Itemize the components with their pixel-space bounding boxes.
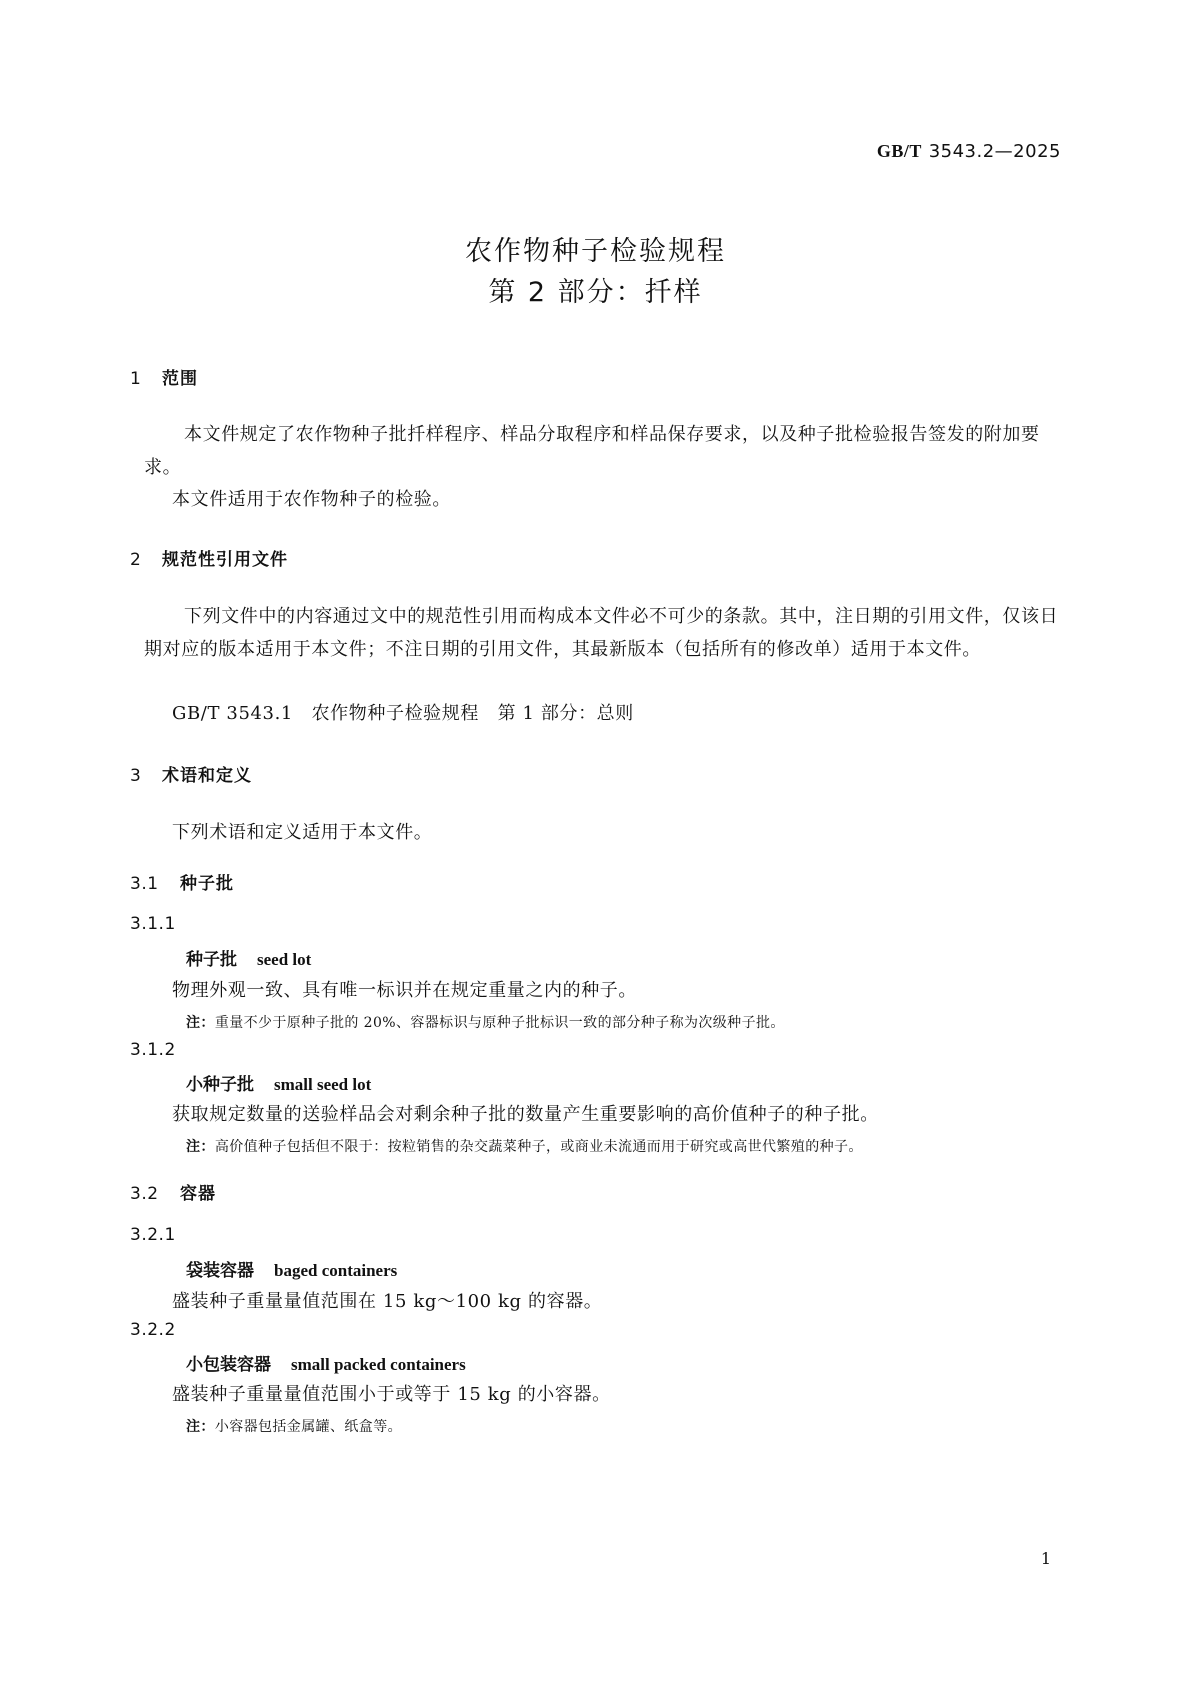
paragraph: 下列术语和定义适用于本文件。: [172, 822, 433, 843]
section-title: 范围: [162, 369, 198, 389]
section-number: 2: [130, 550, 142, 570]
document-title-line2: 第 2 部分：扦样: [488, 277, 703, 308]
term-heading: [186, 945, 311, 970]
standard-number-value: 3543.2—2025: [928, 141, 1061, 162]
section-title: 术语和定义: [162, 766, 252, 786]
term-en: small packed containers: [291, 1355, 466, 1374]
term-definition: 盛装种子重量量值范围小于或等于 15 kg 的小容器。: [172, 1384, 611, 1405]
term-zh: 种子批: [186, 950, 237, 970]
note-label: 注：: [186, 1139, 215, 1155]
term-number: 3.2.2: [130, 1320, 176, 1340]
note-text: 高价值种子包括但不限于：按粒销售的杂交蔬菜种子，或商业未流通而用于研究或高世代繁殖的种子。: [214, 1139, 863, 1155]
note-text: 重量不少于原种子批的 20%、容器标识与原种子批标识一致的部分种子称为次级种子批。: [214, 1015, 785, 1031]
document-title-line1: 农作物种子检验规程: [465, 236, 726, 267]
term-number: 3.2.1: [130, 1225, 176, 1245]
standard-number: [877, 141, 1061, 162]
section-heading-1: [130, 364, 198, 389]
subsection-number: 3.1: [130, 874, 159, 894]
note-text: 小容器包括金属罐、纸盒等。: [214, 1419, 403, 1435]
paragraph-text: 下列文件中的内容通过文中的规范性引用而构成本文件必不可少的条款。其中，注日期的引用文件，仅该日期对应的版本适用于本文件；不注日期的引用文件，其最新版本（包括所有的修改单）适用于本文件。: [144, 606, 1059, 660]
paragraph-text: 本文件规定了农作物种子批扦样程序、样品分取程序和样品保存要求，以及种子批检验报告签发的附加要求。: [144, 424, 1040, 478]
note-label: 注：: [186, 1419, 215, 1435]
term-note: [186, 1136, 863, 1156]
term-note: [186, 1416, 402, 1436]
section-number: 1: [130, 369, 142, 389]
section-heading-2: [130, 545, 288, 570]
subsection-title: 容器: [180, 1184, 216, 1204]
term-number: 3.1.1: [130, 914, 176, 934]
normative-reference: GB/T 3543.1 农作物种子检验规程 第 1 部分：总则: [172, 703, 634, 724]
paragraph: [144, 418, 1064, 484]
term-note: [186, 1012, 785, 1032]
term-number: 3.1.2: [130, 1040, 176, 1060]
term-definition: 盛装种子重量量值范围在 15 kg～100 kg 的容器。: [172, 1291, 603, 1312]
paragraph: 本文件适用于农作物种子的检验。: [172, 489, 451, 510]
note-label: 注：: [186, 1015, 215, 1031]
section-heading-3: [130, 761, 252, 786]
subsection-heading-3-2: [130, 1179, 216, 1204]
term-en: small seed lot: [274, 1075, 372, 1094]
standard-code: GB/T: [876, 141, 922, 161]
term-zh: 小种子批: [186, 1075, 254, 1095]
subsection-heading-3-1: [130, 869, 234, 894]
term-heading: [186, 1070, 371, 1095]
section-number: 3: [130, 766, 142, 786]
paragraph: [144, 600, 1064, 666]
section-title: 规范性引用文件: [162, 550, 288, 570]
subsection-title: 种子批: [180, 874, 234, 894]
term-definition: 物理外观一致、具有唯一标识并在规定重量之内的种子。: [172, 980, 637, 1001]
term-definition: 获取规定数量的送验样品会对剩余种子批的数量产生重要影响的高价值种子的种子批。: [172, 1104, 879, 1125]
term-heading: [186, 1256, 397, 1281]
term-en: seed lot: [257, 950, 312, 969]
page-number: 1: [1040, 1549, 1051, 1568]
term-zh: 袋装容器: [186, 1261, 254, 1281]
term-zh: 小包装容器: [186, 1355, 271, 1375]
term-en: baged containers: [274, 1261, 398, 1280]
subsection-number: 3.2: [130, 1184, 159, 1204]
term-heading: [186, 1350, 466, 1375]
